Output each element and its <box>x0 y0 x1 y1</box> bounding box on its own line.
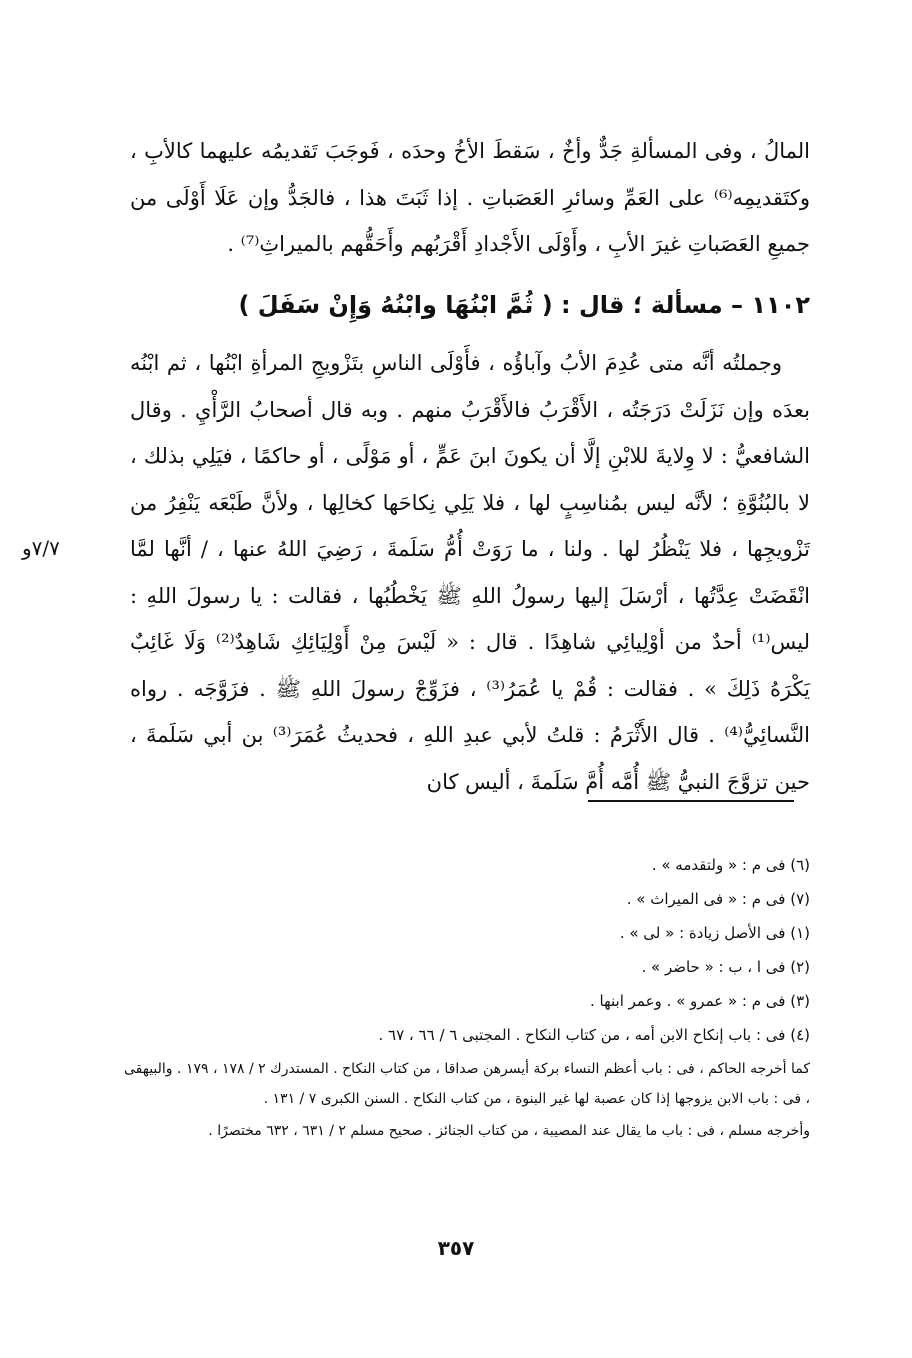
page-number: ٣٥٧ <box>437 1236 475 1260</box>
footnote-separator <box>588 800 794 802</box>
footnote: (٤) فى : باب إنكاح الابن أمه ، من كتاب النكاح . المجتبى ٦ / ٦٦ ، ٦٧ . <box>378 1026 810 1044</box>
margin-folio-note: ٧/٧و <box>22 536 60 560</box>
section-heading: ١١٠٢ – مسألة ؛ قال : ( ثُمَّ ابْنُهَا وابْنُهُ وَإِنْ سَفَلَ ) <box>238 290 810 319</box>
footnotes <box>124 848 810 1146</box>
footnote: (٢) فى ا ، ب : « حاضر » . <box>641 958 810 976</box>
footnote-continuation: كما أخرجه الحاكم ، فى : باب أعظم النساء بركة أيسرهن صداقا ، من كتاب النكاح . المستدرك ٢ / ١٧٨ ، ١٧٩ . والبيهقى ، فى : باب الابن يزوجها إذا كان عصبة لها غير البنوة ، من كتاب النكاح . السنن الكبرى ٧ / ١٣١ . <box>124 1061 811 1107</box>
footnote: (٦) فى م : « ولتقدمه » . <box>651 856 810 874</box>
footnote: (٣) فى م : « عمرو » . وعمر ابنها . <box>590 992 810 1010</box>
footnote: (٧) فى م : « فى الميراث » . <box>626 890 810 908</box>
main-text <box>130 128 810 805</box>
footnote-continuation: وأخرجه مسلم ، فى : باب ما يقال عند المصيبة ، من كتاب الجنائز . صحيح مسلم ٢ / ٦٣١ ، ٦٣٢ مختصرًا . <box>208 1123 810 1139</box>
footnote: (١) فى الأصل زيادة : « لى » . <box>619 924 810 942</box>
paragraph-body: وجملتُه أنَّه متى عُدِمَ الأبُ وآباؤُه ، فأَوْلَى الناسِ بتَزْويجِ المرأةِ ابْنُها ، ثم ابْنُه بعدَه وإن نَزَلَتْ دَرَجَتُه ، الأَقْرَبُ فالأَقْرَبُ منهم . وبه قال أصحابُ الرَّأْيِ . وقال الشافعيُّ : لا وِلايةَ للابْنِ إلَّا أن يكونَ ابنَ عَمٍّ ، أو مَوْلًى ، أو حاكمًا ، فيَلِي بذلك ، لا بالبُنُوَّةِ ؛ لأنَّه ليس بمُناسِبٍ لها ، فلا يَلِي نِكاحَها كخالِها ، ولأنَّ طَبْعَه يَنْفِرُ من تَزْويجِها ، فلا يَنْظُرُ لها . ولنا ، ما رَوَتْ أُمُّ سَلَمةَ ، رَضِيَ اللهُ عنها ، / أنَّها لمَّا انْقَضَتْ عِدَّتُها ، أرْسَلَ إليها رسولُ اللهِ ﷺ يَخْطُبُها ، فقالت : يا رسولَ اللهِ : ليس⁽¹⁾ أحدٌ من أوْلِيائِي شاهِدًا . قال : « لَيْسَ مِنْ أَوْلِيَائِكِ شَاهِدٌ⁽²⁾ وَلَا غَائِبٌ يَكْرَهُ ذَلِكَ » . فقالت : قُمْ يا عُمَرُ⁽³⁾ ، فزَوِّجْ رسولَ اللهِ ﷺ . فزَوَّجَه . رواه النَّسائِيُّ⁽⁴⁾ . قال الأَثْرَمُ : قلتُ لأبي عبدِ اللهِ ، فحديثُ عُمَرَ⁽³⁾ بن أبي سَلَمةَ ، حين تزوَّجَ النبيُّ ﷺ أُمَّه أُمَّ سَلَمةَ ، أليس كان <box>130 351 811 794</box>
paragraph-opening: المالُ ، وفى المسألةِ جَدٌّ وأخٌ ، سَقطَ الأخُ وحدَه ، فَوجَبَ تَقديمُه عليهما كالأبِ ، وكتَقديمِه⁽⁶⁾ على العَمِّ وسائرِ العَصَباتِ . إذا ثَبَتَ هذا ، فالجَدُّ وإن عَلَا أَوْلَى من جميعِ العَصَباتِ غيرَ الأبِ ، وأَوْلَى الأَجْدادِ أَقْرَبُهم وأَحَقُّهم بالميراثِ⁽⁷⁾ . <box>130 139 810 256</box>
